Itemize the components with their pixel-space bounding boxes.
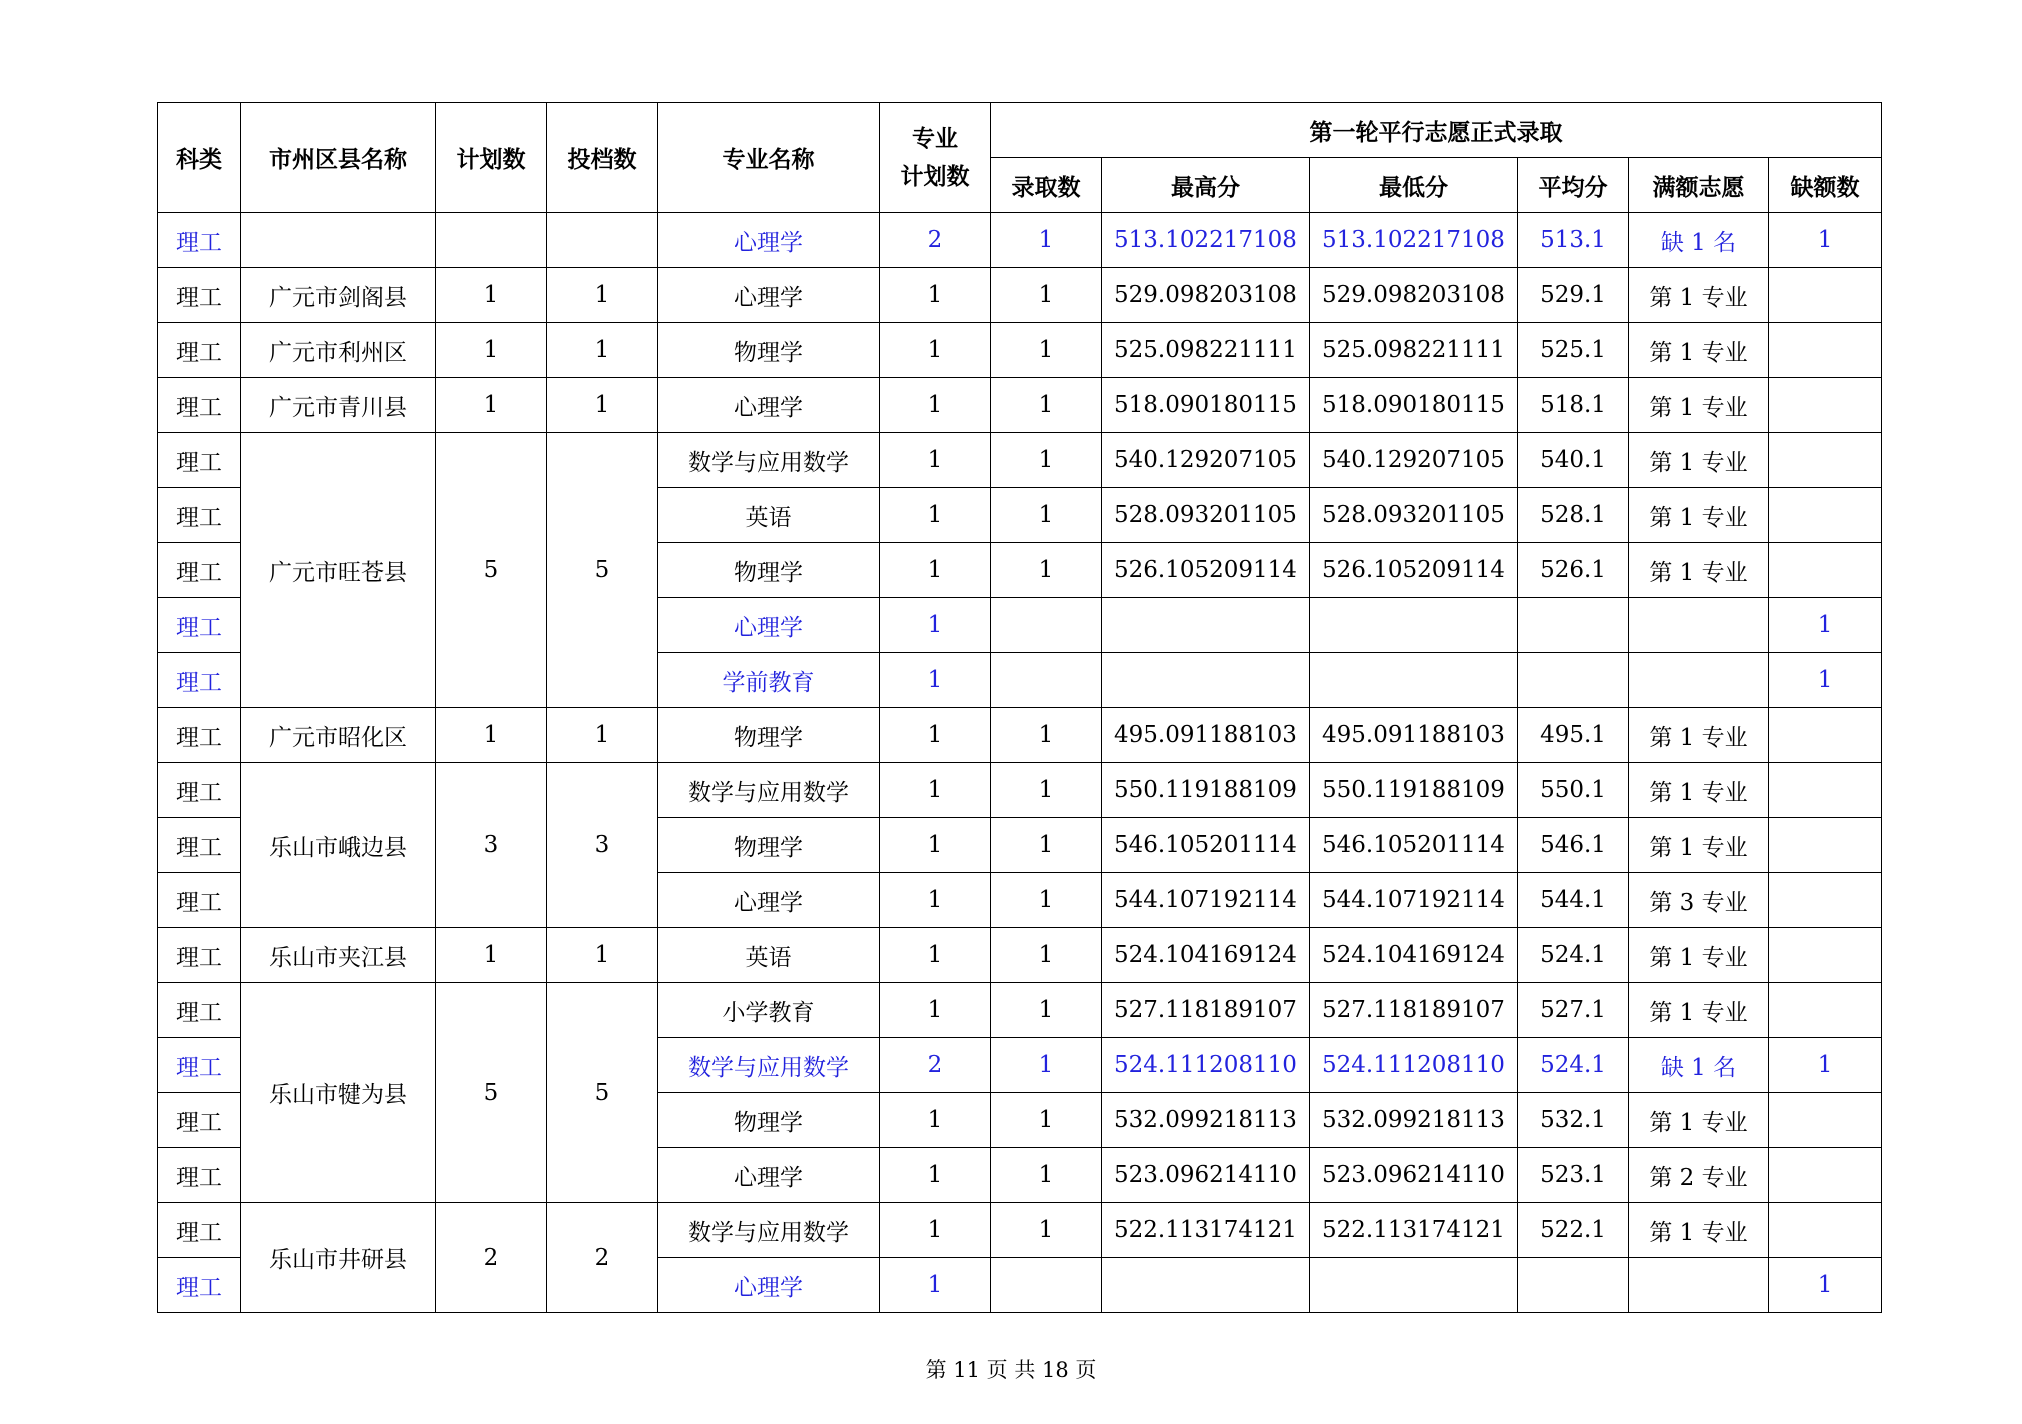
header-min-score: 最低分 <box>1310 158 1518 213</box>
cell-max-score: 513.102217108 <box>1102 213 1310 268</box>
cell-admitted: 1 <box>991 378 1102 433</box>
cell-full-choice: 缺 1 名 <box>1629 1038 1769 1093</box>
header-group: 第一轮平行志愿正式录取 <box>991 103 1882 158</box>
cell-admitted: 1 <box>991 488 1102 543</box>
cell-category: 理工 <box>158 598 241 653</box>
header-shortage: 缺额数 <box>1769 158 1882 213</box>
page-footer: 第 11 页 共 18 页 <box>925 1358 1097 1382</box>
cell-plan: 1 <box>436 378 547 433</box>
cell-full-choice: 第 1 专业 <box>1629 928 1769 983</box>
cell-category: 理工 <box>158 873 241 928</box>
cell-avg-score: 550.1 <box>1518 763 1629 818</box>
cell-avg-score: 513.1 <box>1518 213 1629 268</box>
cell-filed: 1 <box>547 268 658 323</box>
table-row <box>158 1203 1882 1258</box>
cell-admitted: 1 <box>991 543 1102 598</box>
table-row <box>158 708 1882 763</box>
cell-category: 理工 <box>158 488 241 543</box>
cell-shortage <box>1769 983 1882 1038</box>
cell-admitted <box>991 598 1102 653</box>
cell-max-score: 524.104169124 <box>1102 928 1310 983</box>
cell-avg-score: 526.1 <box>1518 543 1629 598</box>
cell-avg-score: 523.1 <box>1518 1148 1629 1203</box>
cell-max-score: 518.090180115 <box>1102 378 1310 433</box>
cell-category: 理工 <box>158 708 241 763</box>
cell-plan: 1 <box>436 323 547 378</box>
cell-plan: 5 <box>436 983 547 1203</box>
cell-avg-score: 529.1 <box>1518 268 1629 323</box>
cell-major: 数学与应用数学 <box>658 433 880 488</box>
cell-avg-score: 528.1 <box>1518 488 1629 543</box>
cell-major: 物理学 <box>658 1093 880 1148</box>
cell-category: 理工 <box>158 433 241 488</box>
cell-avg-score: 518.1 <box>1518 378 1629 433</box>
cell-shortage <box>1769 1093 1882 1148</box>
cell-plan: 3 <box>436 763 547 928</box>
cell-category: 理工 <box>158 323 241 378</box>
cell-filed: 5 <box>547 433 658 708</box>
cell-shortage: 1 <box>1769 213 1882 268</box>
cell-min-score: 528.093201105 <box>1310 488 1518 543</box>
cell-major-plan: 1 <box>880 378 991 433</box>
cell-filed: 2 <box>547 1203 658 1313</box>
cell-category: 理工 <box>158 1148 241 1203</box>
cell-avg-score <box>1518 653 1629 708</box>
cell-major: 物理学 <box>658 543 880 598</box>
cell-major-plan: 1 <box>880 433 991 488</box>
cell-full-choice: 第 1 专业 <box>1629 818 1769 873</box>
header-admitted: 录取数 <box>991 158 1102 213</box>
cell-min-score: 527.118189107 <box>1310 983 1518 1038</box>
cell-max-score: 540.129207105 <box>1102 433 1310 488</box>
table-row <box>158 378 1882 433</box>
table-row <box>158 213 1882 268</box>
cell-district: 乐山市峨边县 <box>241 763 436 928</box>
cell-shortage: 1 <box>1769 653 1882 708</box>
cell-shortage <box>1769 818 1882 873</box>
cell-plan <box>436 213 547 268</box>
cell-major-plan: 2 <box>880 213 991 268</box>
header-district: 市州区县名称 <box>241 103 436 213</box>
cell-avg-score <box>1518 598 1629 653</box>
cell-district: 乐山市井研县 <box>241 1203 436 1313</box>
cell-major-plan: 1 <box>880 323 991 378</box>
cell-filed: 3 <box>547 763 658 928</box>
table-row <box>158 323 1882 378</box>
cell-category: 理工 <box>158 1093 241 1148</box>
cell-full-choice: 第 1 专业 <box>1629 983 1769 1038</box>
cell-avg-score: 495.1 <box>1518 708 1629 763</box>
cell-plan: 1 <box>436 708 547 763</box>
cell-category: 理工 <box>158 213 241 268</box>
cell-full-choice <box>1629 598 1769 653</box>
cell-admitted: 1 <box>991 818 1102 873</box>
cell-full-choice: 第 3 专业 <box>1629 873 1769 928</box>
cell-major: 心理学 <box>658 1258 880 1313</box>
cell-major-plan: 1 <box>880 708 991 763</box>
cell-max-score: 544.107192114 <box>1102 873 1310 928</box>
cell-category: 理工 <box>158 763 241 818</box>
cell-admitted: 1 <box>991 1038 1102 1093</box>
cell-avg-score: 522.1 <box>1518 1203 1629 1258</box>
cell-shortage: 1 <box>1769 1038 1882 1093</box>
cell-max-score: 529.098203108 <box>1102 268 1310 323</box>
cell-category: 理工 <box>158 653 241 708</box>
cell-major-plan: 1 <box>880 873 991 928</box>
cell-major: 英语 <box>658 488 880 543</box>
cell-plan: 1 <box>436 268 547 323</box>
cell-admitted <box>991 653 1102 708</box>
cell-district: 广元市剑阁县 <box>241 268 436 323</box>
cell-min-score <box>1310 598 1518 653</box>
cell-avg-score: 527.1 <box>1518 983 1629 1038</box>
cell-full-choice: 第 1 专业 <box>1629 488 1769 543</box>
cell-shortage: 1 <box>1769 1258 1882 1313</box>
cell-min-score <box>1310 1258 1518 1313</box>
cell-max-score: 550.119188109 <box>1102 763 1310 818</box>
cell-min-score: 524.111208110 <box>1310 1038 1518 1093</box>
cell-major: 物理学 <box>658 708 880 763</box>
cell-major-plan: 1 <box>880 598 991 653</box>
cell-district: 广元市昭化区 <box>241 708 436 763</box>
cell-shortage: 1 <box>1769 598 1882 653</box>
cell-max-score: 526.105209114 <box>1102 543 1310 598</box>
cell-category: 理工 <box>158 1038 241 1093</box>
cell-full-choice: 第 1 专业 <box>1629 708 1769 763</box>
cell-full-choice: 第 1 专业 <box>1629 433 1769 488</box>
cell-major: 数学与应用数学 <box>658 1203 880 1258</box>
cell-avg-score <box>1518 1258 1629 1313</box>
cell-min-score: 522.113174121 <box>1310 1203 1518 1258</box>
cell-category: 理工 <box>158 1258 241 1313</box>
cell-major-plan: 1 <box>880 1203 991 1258</box>
cell-major: 数学与应用数学 <box>658 1038 880 1093</box>
cell-plan: 1 <box>436 928 547 983</box>
cell-max-score: 528.093201105 <box>1102 488 1310 543</box>
cell-shortage <box>1769 928 1882 983</box>
cell-shortage <box>1769 543 1882 598</box>
cell-district: 广元市旺苍县 <box>241 433 436 708</box>
cell-admitted: 1 <box>991 763 1102 818</box>
cell-district: 广元市青川县 <box>241 378 436 433</box>
cell-major-plan: 1 <box>880 1093 991 1148</box>
cell-filed <box>547 213 658 268</box>
cell-shortage <box>1769 268 1882 323</box>
cell-min-score <box>1310 653 1518 708</box>
cell-avg-score: 524.1 <box>1518 928 1629 983</box>
header-avg-score: 平均分 <box>1518 158 1629 213</box>
cell-max-score: 524.111208110 <box>1102 1038 1310 1093</box>
cell-admitted <box>991 1258 1102 1313</box>
header-major: 专业名称 <box>658 103 880 213</box>
cell-shortage <box>1769 433 1882 488</box>
cell-major-plan: 1 <box>880 818 991 873</box>
cell-min-score: 550.119188109 <box>1310 763 1518 818</box>
cell-admitted: 1 <box>991 1093 1102 1148</box>
admission-table <box>157 102 1882 1313</box>
cell-full-choice: 第 2 专业 <box>1629 1148 1769 1203</box>
cell-major-plan: 1 <box>880 983 991 1038</box>
cell-admitted: 1 <box>991 213 1102 268</box>
cell-avg-score: 546.1 <box>1518 818 1629 873</box>
cell-max-score: 523.096214110 <box>1102 1148 1310 1203</box>
cell-shortage <box>1769 1148 1882 1203</box>
cell-major: 数学与应用数学 <box>658 763 880 818</box>
cell-full-choice: 第 1 专业 <box>1629 323 1769 378</box>
cell-admitted: 1 <box>991 983 1102 1038</box>
cell-full-choice: 第 1 专业 <box>1629 378 1769 433</box>
cell-min-score: 546.105201114 <box>1310 818 1518 873</box>
cell-full-choice: 第 1 专业 <box>1629 1203 1769 1258</box>
cell-max-score: 532.099218113 <box>1102 1093 1310 1148</box>
cell-major-plan: 1 <box>880 488 991 543</box>
cell-avg-score: 544.1 <box>1518 873 1629 928</box>
cell-category: 理工 <box>158 543 241 598</box>
cell-category: 理工 <box>158 928 241 983</box>
cell-shortage <box>1769 378 1882 433</box>
cell-category: 理工 <box>158 818 241 873</box>
cell-major-plan: 1 <box>880 763 991 818</box>
cell-full-choice: 第 1 专业 <box>1629 543 1769 598</box>
cell-min-score: 526.105209114 <box>1310 543 1518 598</box>
cell-admitted: 1 <box>991 433 1102 488</box>
cell-min-score: 518.090180115 <box>1310 378 1518 433</box>
cell-min-score: 495.091188103 <box>1310 708 1518 763</box>
cell-major: 心理学 <box>658 598 880 653</box>
header-filed: 投档数 <box>547 103 658 213</box>
cell-min-score: 540.129207105 <box>1310 433 1518 488</box>
cell-min-score: 529.098203108 <box>1310 268 1518 323</box>
cell-admitted: 1 <box>991 268 1102 323</box>
cell-major-plan: 1 <box>880 928 991 983</box>
cell-major: 物理学 <box>658 818 880 873</box>
cell-min-score: 524.104169124 <box>1310 928 1518 983</box>
cell-shortage <box>1769 488 1882 543</box>
cell-shortage <box>1769 708 1882 763</box>
cell-avg-score: 524.1 <box>1518 1038 1629 1093</box>
cell-max-score: 522.113174121 <box>1102 1203 1310 1258</box>
cell-filed: 1 <box>547 708 658 763</box>
cell-major-plan: 1 <box>880 543 991 598</box>
cell-major-plan: 1 <box>880 1148 991 1203</box>
cell-min-score: 544.107192114 <box>1310 873 1518 928</box>
cell-admitted: 1 <box>991 873 1102 928</box>
table-row <box>158 433 1882 488</box>
cell-full-choice: 缺 1 名 <box>1629 213 1769 268</box>
cell-filed: 1 <box>547 928 658 983</box>
cell-major-plan: 1 <box>880 653 991 708</box>
cell-major-plan: 1 <box>880 1258 991 1313</box>
cell-shortage <box>1769 873 1882 928</box>
cell-shortage <box>1769 763 1882 818</box>
cell-plan: 5 <box>436 433 547 708</box>
cell-shortage <box>1769 1203 1882 1258</box>
cell-major: 心理学 <box>658 873 880 928</box>
header-max-score: 最高分 <box>1102 158 1310 213</box>
cell-full-choice: 第 1 专业 <box>1629 763 1769 818</box>
table-row <box>158 983 1882 1038</box>
cell-avg-score: 540.1 <box>1518 433 1629 488</box>
cell-full-choice <box>1629 653 1769 708</box>
header-major-plan: 专业 计划数 <box>880 103 991 213</box>
cell-admitted: 1 <box>991 708 1102 763</box>
cell-district: 乐山市犍为县 <box>241 983 436 1203</box>
cell-max-score <box>1102 598 1310 653</box>
cell-category: 理工 <box>158 983 241 1038</box>
cell-district: 乐山市夹江县 <box>241 928 436 983</box>
cell-full-choice <box>1629 1258 1769 1313</box>
table-body <box>158 213 1882 1313</box>
cell-major: 小学教育 <box>658 983 880 1038</box>
cell-major: 物理学 <box>658 323 880 378</box>
cell-plan: 2 <box>436 1203 547 1313</box>
cell-max-score <box>1102 653 1310 708</box>
table-row <box>158 268 1882 323</box>
header-full-choice: 满额志愿 <box>1629 158 1769 213</box>
cell-shortage <box>1769 323 1882 378</box>
cell-major: 学前教育 <box>658 653 880 708</box>
cell-major: 心理学 <box>658 1148 880 1203</box>
cell-max-score: 525.098221111 <box>1102 323 1310 378</box>
cell-major: 心理学 <box>658 378 880 433</box>
cell-admitted: 1 <box>991 928 1102 983</box>
cell-major: 心理学 <box>658 213 880 268</box>
cell-district: 广元市利州区 <box>241 323 436 378</box>
cell-max-score: 546.105201114 <box>1102 818 1310 873</box>
cell-admitted: 1 <box>991 1148 1102 1203</box>
header-category: 科类 <box>158 103 241 213</box>
cell-major: 英语 <box>658 928 880 983</box>
cell-avg-score: 525.1 <box>1518 323 1629 378</box>
cell-avg-score: 532.1 <box>1518 1093 1629 1148</box>
table-row <box>158 763 1882 818</box>
cell-major-plan: 2 <box>880 1038 991 1093</box>
table-row <box>158 928 1882 983</box>
cell-admitted: 1 <box>991 323 1102 378</box>
cell-filed: 1 <box>547 323 658 378</box>
cell-full-choice: 第 1 专业 <box>1629 268 1769 323</box>
cell-filed: 5 <box>547 983 658 1203</box>
header-plan: 计划数 <box>436 103 547 213</box>
cell-max-score: 495.091188103 <box>1102 708 1310 763</box>
cell-category: 理工 <box>158 268 241 323</box>
cell-max-score: 527.118189107 <box>1102 983 1310 1038</box>
cell-full-choice: 第 1 专业 <box>1629 1093 1769 1148</box>
cell-district <box>241 213 436 268</box>
cell-category: 理工 <box>158 378 241 433</box>
cell-category: 理工 <box>158 1203 241 1258</box>
cell-min-score: 523.096214110 <box>1310 1148 1518 1203</box>
cell-filed: 1 <box>547 378 658 433</box>
cell-min-score: 513.102217108 <box>1310 213 1518 268</box>
cell-admitted: 1 <box>991 1203 1102 1258</box>
cell-min-score: 525.098221111 <box>1310 323 1518 378</box>
cell-max-score <box>1102 1258 1310 1313</box>
cell-major: 心理学 <box>658 268 880 323</box>
cell-min-score: 532.099218113 <box>1310 1093 1518 1148</box>
cell-major-plan: 1 <box>880 268 991 323</box>
